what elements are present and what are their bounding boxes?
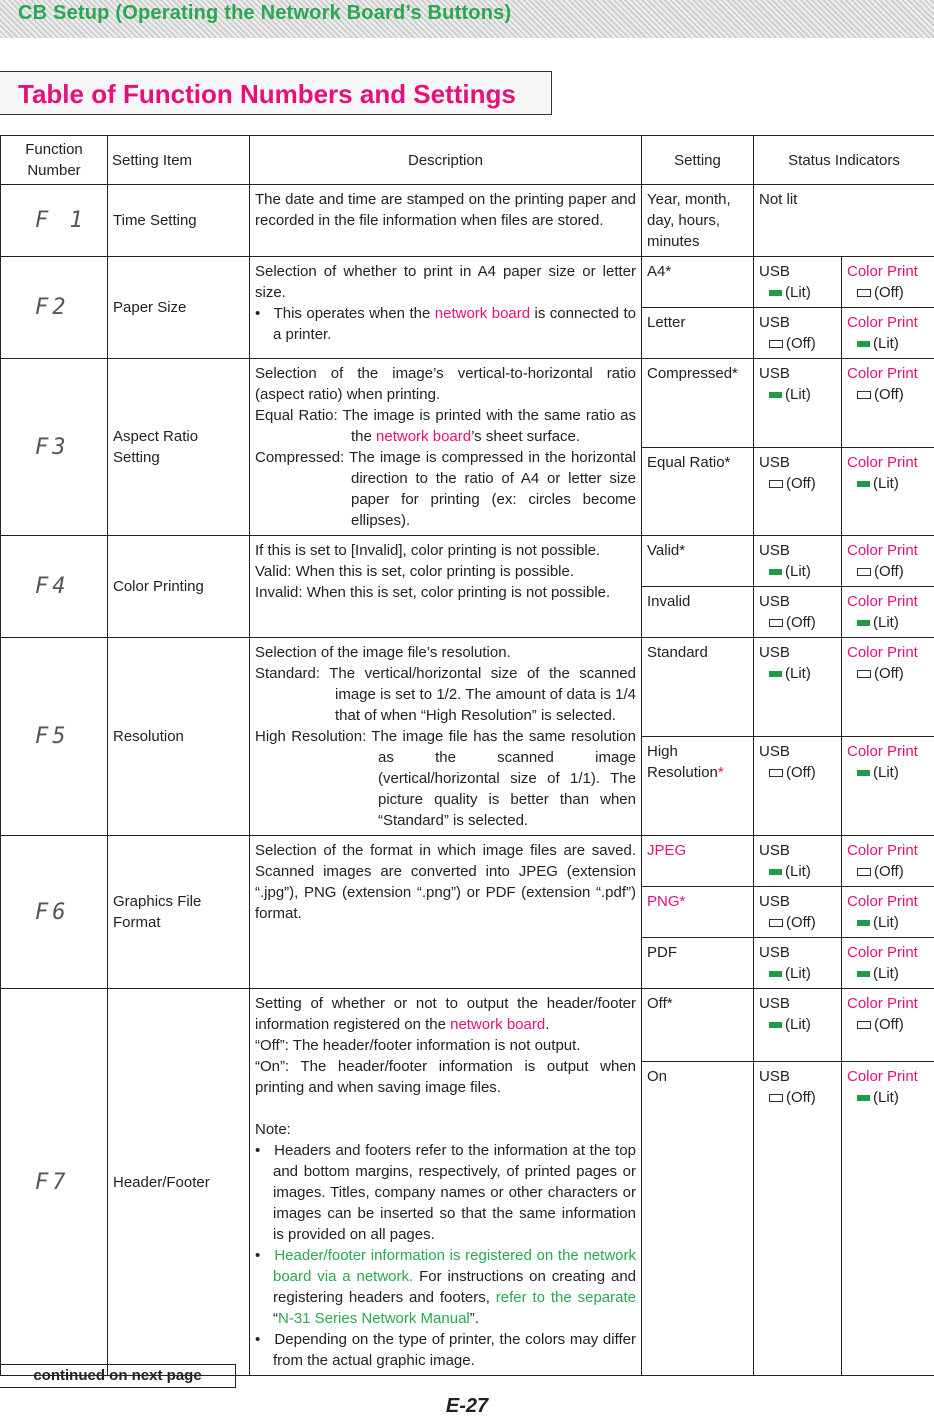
setting-item: Color Printing — [108, 536, 250, 638]
description-off: “Off”: The header/footer information is not output. — [255, 1035, 636, 1056]
note-bullet: • Headers and footers refer to the information at the top and bottom margins, respectively, of printed pages or images. Titles, company names or other characters or images can be inserted so that the same information is provided on all pages. — [255, 1140, 636, 1245]
table-row — [1, 257, 934, 308]
table-row — [1, 836, 934, 887]
col-header-setting: Setting — [642, 136, 754, 185]
usb-indicator: USB (Lit) — [754, 359, 842, 448]
setting-value: High Resolution* — [642, 737, 754, 836]
table-row — [1, 638, 934, 737]
usb-indicator: USB (Lit) — [754, 836, 842, 887]
led-lit-icon — [769, 290, 782, 296]
led-lit-icon — [769, 971, 782, 977]
led-off-icon — [857, 568, 871, 576]
table-row — [1, 359, 934, 448]
function-table — [0, 135, 934, 1376]
usb-indicator: USB (Off) — [754, 737, 842, 836]
led-off-icon — [769, 340, 783, 348]
setting-value: Equal Ratio* — [642, 447, 754, 536]
usb-indicator: USB (Off) — [754, 308, 842, 359]
setting-item: Paper Size — [108, 257, 250, 359]
led-off-icon — [857, 670, 871, 678]
led-off-icon — [769, 619, 783, 627]
color-print-indicator: Color Print (Off) — [842, 257, 934, 308]
table-header-row — [1, 136, 934, 185]
usb-indicator: USB (Lit) — [754, 536, 842, 587]
banner-title: CB Setup (Operating the Network Board’s Buttons) — [18, 0, 511, 26]
led-lit-icon — [769, 569, 782, 575]
usb-indicator: USB (Off) — [754, 447, 842, 536]
function-number: F 1 — [1, 185, 108, 257]
description-standard: Standard: The vertical/horizontal size of the scanned image is set to 1/2. The amount of data is 1/4 that of when “High Resolution” is selected. — [255, 663, 636, 726]
led-off-icon — [769, 769, 783, 777]
table-row — [1, 536, 934, 587]
usb-indicator: USB (Off) — [754, 587, 842, 638]
description-bullet: • This operates when the network board is connected to a printer. — [255, 303, 636, 345]
color-print-indicator: Color Print (Lit) — [842, 587, 934, 638]
usb-indicator: USB (Lit) — [754, 638, 842, 737]
usb-indicator: USB (Lit) — [754, 989, 842, 1062]
color-print-indicator: Color Print (Off) — [842, 989, 934, 1062]
description-invalid: Invalid: When this is set, color printing is not possible. — [255, 582, 636, 603]
color-print-indicator: Color Print (Lit) — [842, 447, 934, 536]
led-off-icon — [857, 868, 871, 876]
description — [250, 638, 642, 836]
note-label: Note: — [255, 1119, 636, 1140]
header-banner — [0, 0, 934, 38]
led-lit-icon — [857, 620, 870, 626]
description-text: Selection of whether to print in A4 paper size or letter size. — [255, 261, 636, 303]
led-off-icon — [857, 1021, 871, 1029]
description — [250, 257, 642, 359]
refer-link[interactable]: refer to the separate — [496, 1289, 636, 1306]
setting-item: Graphics File Format — [108, 836, 250, 989]
description — [250, 536, 642, 638]
note-bullet: • Depending on the type of printer, the colors may differ from the actual graphic image. — [255, 1329, 636, 1371]
description-valid: Valid: When this is set, color printing is possible. — [255, 561, 636, 582]
led-lit-icon — [857, 920, 870, 926]
col-header-function-number: Function Number — [1, 136, 108, 185]
led-lit-icon — [769, 869, 782, 875]
color-print-indicator: Color Print (Lit) — [842, 938, 934, 989]
led-off-icon — [769, 919, 783, 927]
setting-value: JPEG — [642, 836, 754, 887]
color-print-indicator: Color Print (Lit) — [842, 308, 934, 359]
usb-indicator: USB (Lit) — [754, 938, 842, 989]
function-number: F3 — [1, 359, 108, 536]
led-lit-icon — [857, 1095, 870, 1101]
table-row — [1, 185, 934, 257]
setting-item: Resolution — [108, 638, 250, 836]
description-equal-ratio: Equal Ratio: The image is printed with the same ratio as the network board’s sheet surface. — [255, 405, 636, 447]
color-print-indicator: Color Print (Lit) — [842, 1062, 934, 1376]
led-lit-icon — [857, 971, 870, 977]
setting-value: Invalid — [642, 587, 754, 638]
setting-value: PDF — [642, 938, 754, 989]
network-board-term: network board — [450, 1016, 545, 1033]
manual-link[interactable]: N-31 Series Network Manual — [278, 1310, 470, 1327]
setting-value: Valid* — [642, 536, 754, 587]
function-number: F4 — [1, 536, 108, 638]
led-off-icon — [857, 289, 871, 297]
color-print-indicator: Color Print (Off) — [842, 638, 934, 737]
color-print-indicator: Color Print (Off) — [842, 536, 934, 587]
table-row — [1, 989, 934, 1062]
led-off-icon — [857, 391, 871, 399]
description-high-resolution: High Resolution: The image file has the same resolution as the scanned image (vertical/horizontal size of 1/1). The picture quality is better than when “Standard” is selected. — [255, 726, 636, 831]
function-number: F2 — [1, 257, 108, 359]
led-lit-icon — [769, 1022, 782, 1028]
status-indicator: Not lit — [754, 185, 934, 257]
setting-value: Compressed* — [642, 359, 754, 448]
col-header-description: Description — [250, 136, 642, 185]
setting-value: Year, month, day, hours, minutes — [642, 185, 754, 257]
description: The date and time are stamped on the printing paper and recorded in the file information when files are stored. — [250, 185, 642, 257]
description: Selection of the format in which image files are saved. Scanned images are converted into JPEG (extension “.jpg”), PNG (extension “.png”) or PDF (extension “.pdf”) format. — [250, 836, 642, 989]
description-on: “On”: The header/footer information is output when printing and when saving image files. — [255, 1056, 636, 1098]
led-lit-icon — [769, 671, 782, 677]
col-header-setting-item: Setting Item — [108, 136, 250, 185]
setting-value: PNG* — [642, 887, 754, 938]
setting-value: On — [642, 1062, 754, 1376]
section-title-box — [0, 71, 552, 115]
led-lit-icon — [857, 341, 870, 347]
function-number: F6 — [1, 836, 108, 989]
description-text: If this is set to [Invalid], color printing is not possible. — [255, 540, 636, 561]
col-header-status-indicators: Status Indicators — [754, 136, 934, 185]
led-lit-icon — [769, 392, 782, 398]
color-print-indicator: Color Print (Lit) — [842, 737, 934, 836]
network-board-term: network board — [376, 428, 471, 445]
function-number: F5 — [1, 638, 108, 836]
setting-item: Aspect Ratio Setting — [108, 359, 250, 536]
description — [250, 989, 642, 1376]
color-print-indicator: Color Print (Off) — [842, 836, 934, 887]
description-text: Selection of the image file’s resolution. — [255, 642, 636, 663]
section-title: Table of Function Numbers and Settings — [18, 78, 516, 110]
setting-value: A4* — [642, 257, 754, 308]
continued-note: continued on next page — [0, 1364, 236, 1388]
color-print-indicator: Color Print (Lit) — [842, 887, 934, 938]
led-off-icon — [769, 1094, 783, 1102]
led-off-icon — [769, 480, 783, 488]
led-lit-icon — [857, 481, 870, 487]
setting-value: Letter — [642, 308, 754, 359]
description — [250, 359, 642, 536]
page-number: E-27 — [0, 1394, 934, 1418]
setting-item: Header/Footer — [108, 989, 250, 1376]
usb-indicator: USB (Lit) — [754, 257, 842, 308]
usb-indicator: USB (Off) — [754, 1062, 842, 1376]
description-text: Setting of whether or not to output the header/footer information registered on the network board. — [255, 993, 636, 1035]
led-lit-icon — [857, 770, 870, 776]
usb-indicator: USB (Off) — [754, 887, 842, 938]
setting-value: Off* — [642, 989, 754, 1062]
note-bullet: • Header/footer information is registered on the network board via a network. For instructions on creating and registering headers and footers, refer to the separate “N-31 Series Network Manual”. — [255, 1245, 636, 1329]
description-text: Selection of the image’s vertical-to-horizontal ratio (aspect ratio) when printing. — [255, 363, 636, 405]
setting-item: Time Setting — [108, 185, 250, 257]
network-board-term: network board — [435, 305, 530, 322]
setting-value: Standard — [642, 638, 754, 737]
function-number: F7 — [1, 989, 108, 1376]
description-compressed: Compressed: The image is compressed in the horizontal direction to the ratio of A4 or letter size paper for printing (ex: circles become ellipses). — [255, 447, 636, 531]
color-print-indicator: Color Print (Off) — [842, 359, 934, 448]
